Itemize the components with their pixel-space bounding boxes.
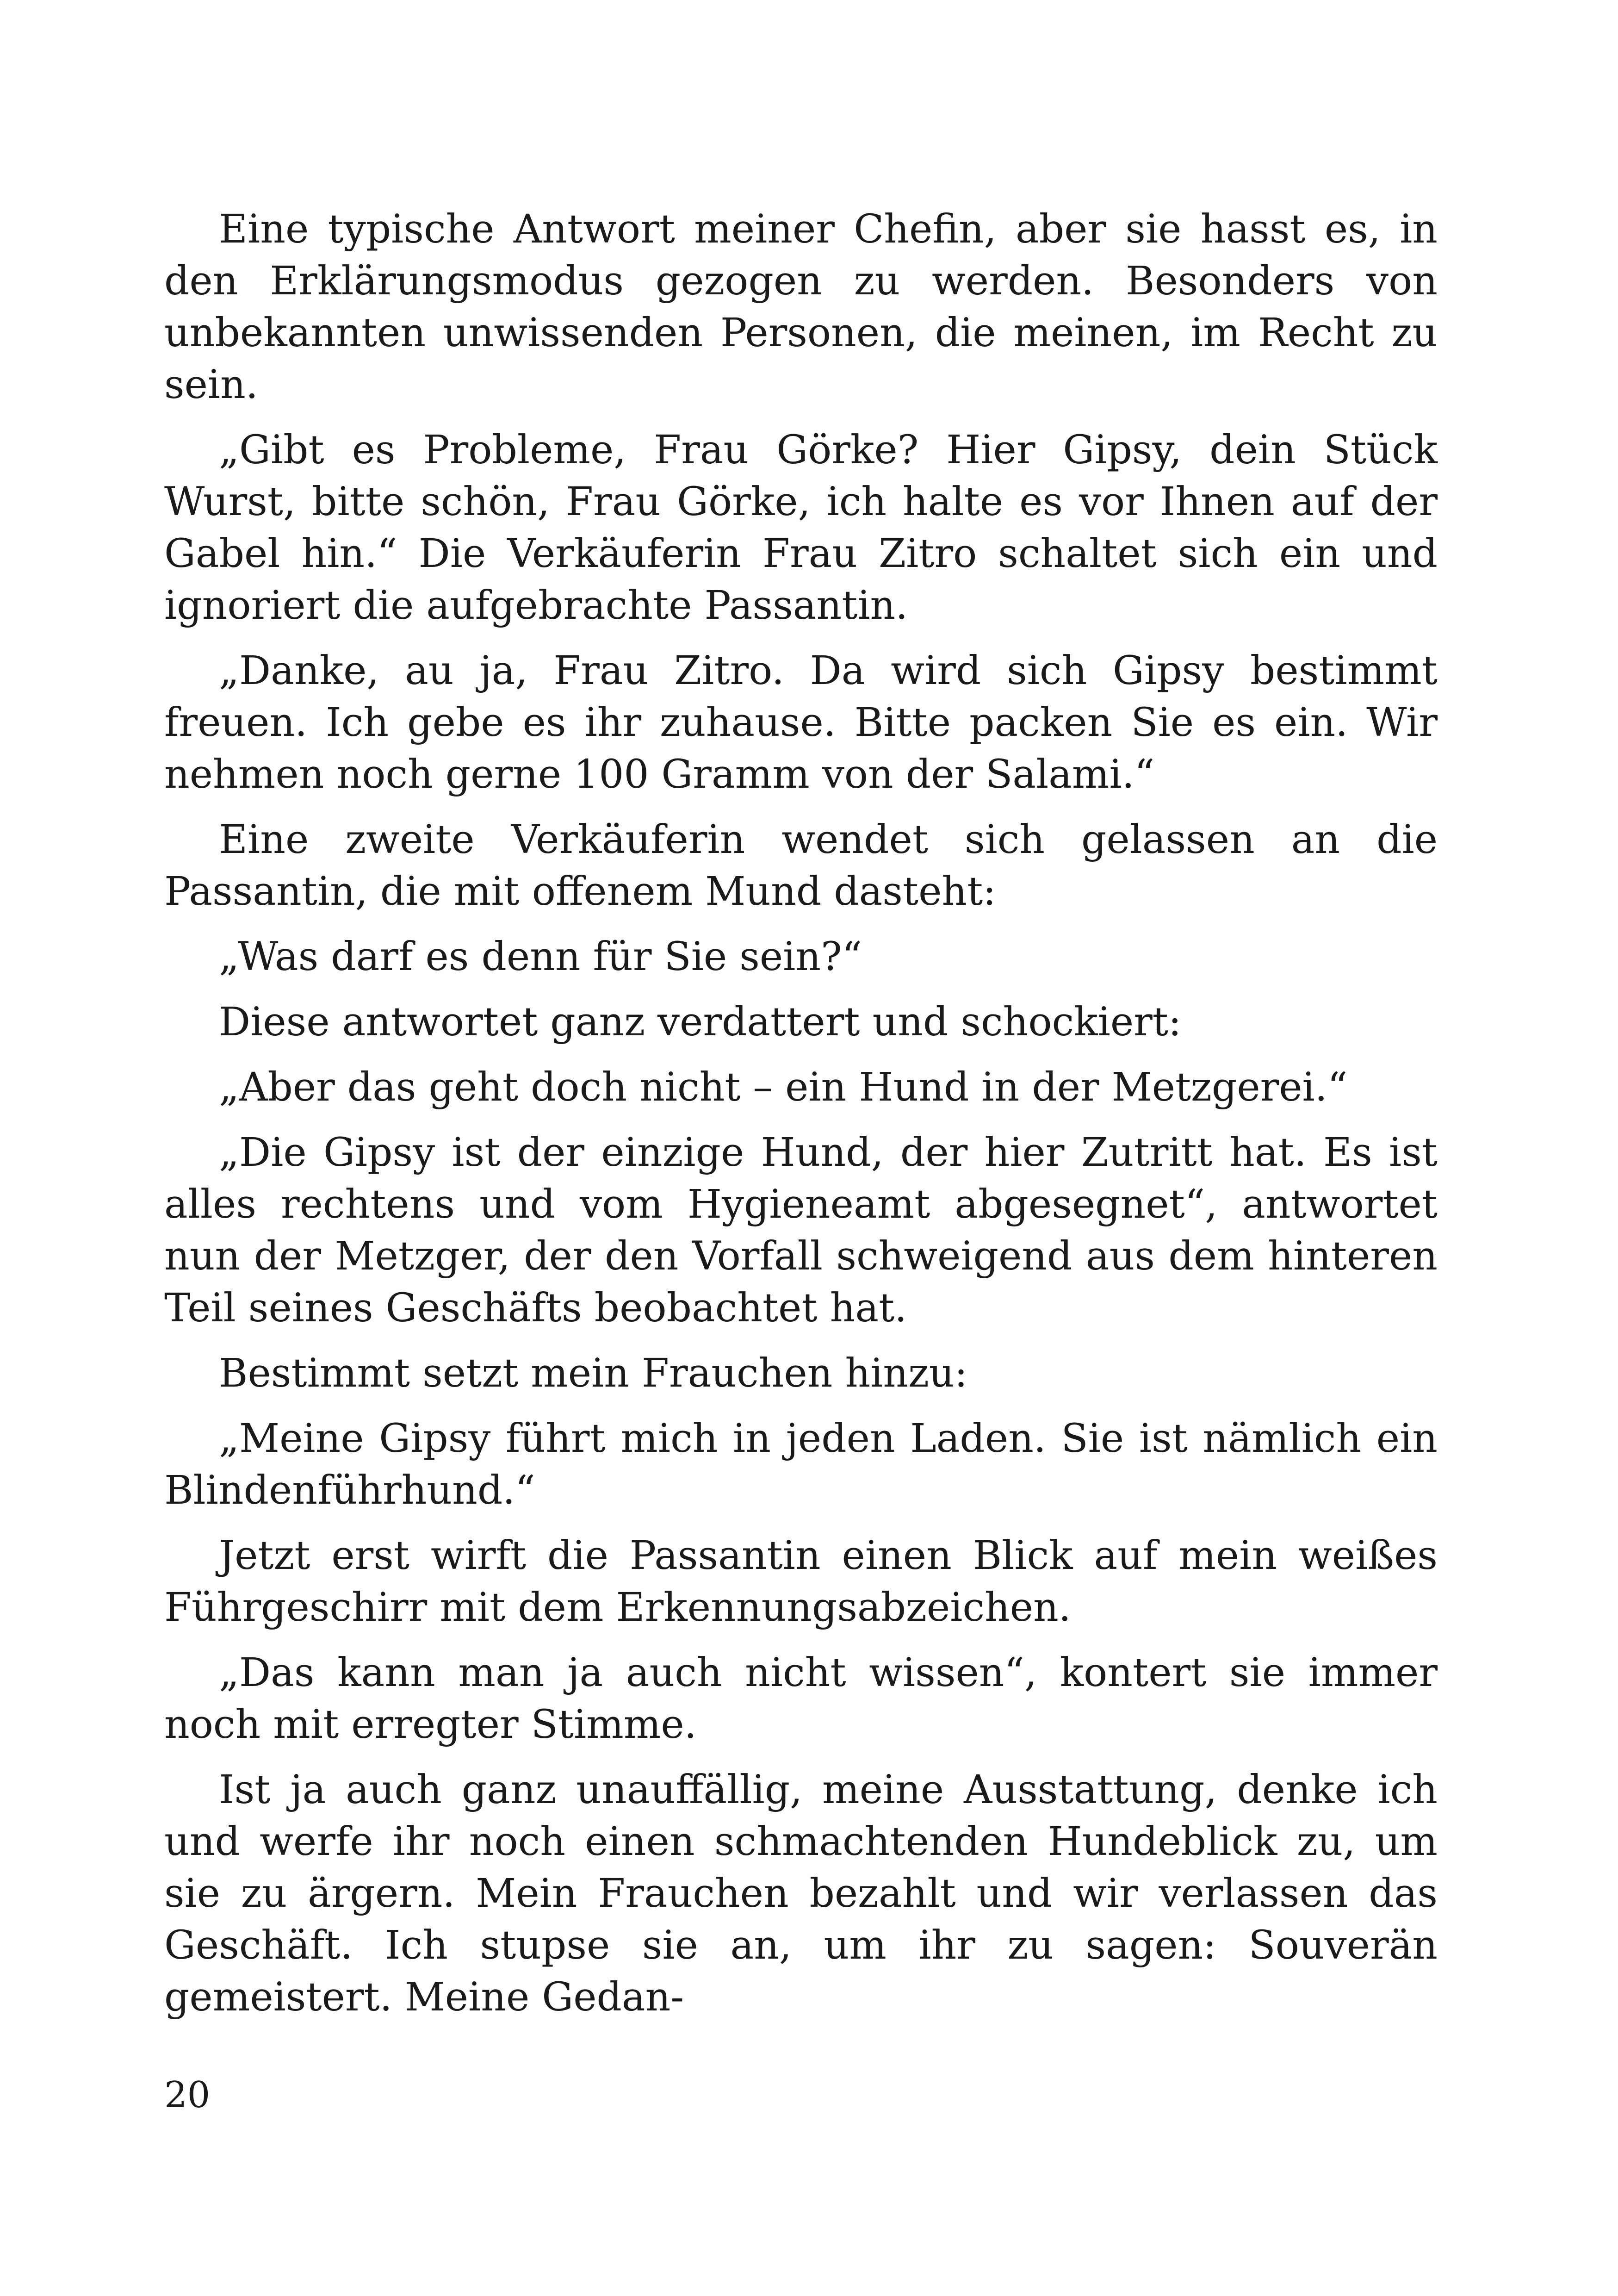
paragraph: Eine zweite Verkäuferin wendet sich gelassen an die Passantin, die mit offenem Mund dasteht: [164, 817, 1438, 915]
paragraph: „Aber das geht doch nicht – ein Hund in der Metzgerei.“ [219, 1064, 1348, 1110]
paragraph: „Danke, au ja, Frau Zitro. Da wird sich Gipsy bestimmt freuen. Ich gebe es ihr zuhause. Bitte packen Sie es ein. Wir nehmen noch gerne 100 Gramm von der Salami.“ [164, 648, 1438, 797]
paragraph: Bestimmt setzt mein Frauchen hinzu: [219, 1350, 968, 1396]
paragraph: „Die Gipsy ist der einzige Hund, der hier Zutritt hat. Es ist alles rechtens und vom Hygieneamt abgesegnet“, antwortet nun der Metzger, der den Vorfall schweigend aus dem hinteren Teil seines Geschäfts beobachtet hat. [164, 1130, 1438, 1331]
paragraph: „Was darf es denn für Sie sein?“ [219, 934, 862, 980]
paragraph: Diese antwortet ganz verdattert und schockiert: [219, 999, 1182, 1045]
paragraph: „Das kann man ja auch nicht wissen“, kontert sie immer noch mit erregter Stimme. [164, 1650, 1438, 1748]
body-text [164, 204, 1438, 2037]
paragraph: Jetzt erst wirft die Passantin einen Blick auf mein weißes Führgeschirr mit dem Erkennungsabzeichen. [164, 1533, 1438, 1630]
paragraph: „Meine Gipsy führt mich in jeden Laden. Sie ist nämlich ein Blindenführhund.“ [164, 1416, 1438, 1513]
paragraph: „Gibt es Probleme, Frau Görke? Hier Gipsy, dein Stück Wurst, bitte schön, Frau Görke, ich halte es vor Ihnen auf der Gabel hin.“ Die Verkäuferin Frau Zitro schaltet sich ein und ignoriert die aufgebrachte Passantin. [164, 427, 1438, 628]
page-number: 20 [164, 2074, 211, 2116]
paragraph: Eine typische Antwort meiner Chefin, aber sie hasst es, in den Erklärungsmodus gezogen zu werden. Besonders von unbekannten unwissenden Personen, die meinen, im Recht zu sein. [164, 206, 1438, 408]
paragraph: Ist ja auch ganz unauffällig, meine Ausstattung, denke ich und werfe ihr noch einen schmachtenden Hundeblick zu, um sie zu ärgern. Mein Frauchen bezahlt und wir verlassen das Geschäft. Ich stupse sie an, um ihr zu sagen: Souverän gemeistert. Meine Gedan- [164, 1767, 1438, 2020]
